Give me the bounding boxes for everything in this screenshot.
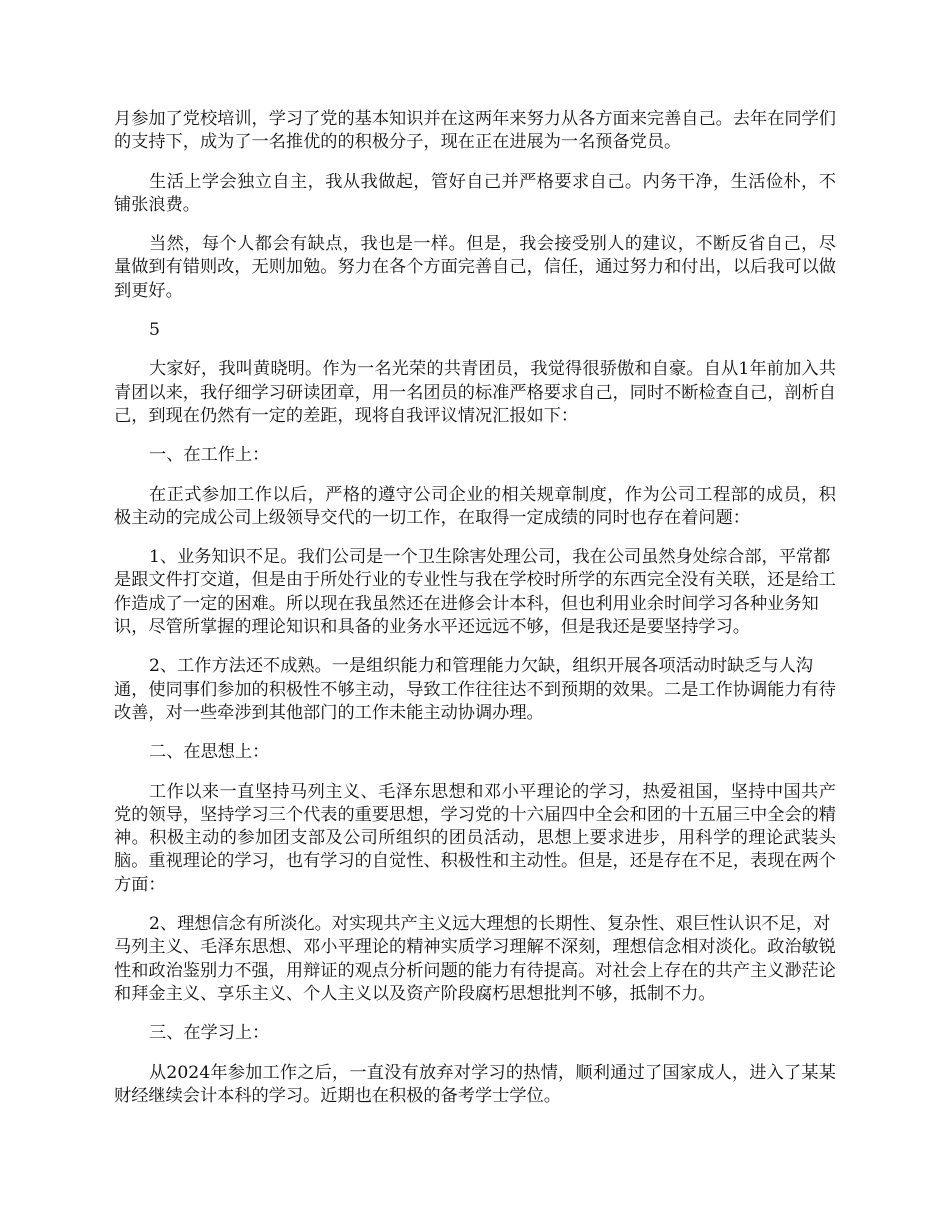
work-item-1: 1、业务知识不足。我们公司是一个卫生除害处理公司，我在公司虽然身处综合部，平常都是跟文件打交道，但是由于所处行业的专业性与我在学校时所学的东西完全没有关联，还是给工作造成了一定的困难。所以现在我虽然还在进修会计本科，但也利用业余时间学习各种业务知识，尽管所掌握的理论知识和具备的业务水平还远远不够，但是我还是要坚持学习。	[114, 547, 836, 638]
paragraph-14: 从2024年参加工作之后，一直没有放弃对学习的热情，顺利通过了国家成人，进入了某某财经继续会计本科的学习。近期也在积极的备考学士学位。	[114, 1062, 836, 1106]
heading-study: 三、在学习上：	[149, 1023, 270, 1044]
work-item-2: 2、工作方法还不成熟。一是组织能力和管理能力欠缺，组织开展各项活动时缺乏与人沟通，使同事们参加的积极性不够主动，导致工作往往达不到预期的效果。二是工作协调能力有待改善，对一些牵涉到其他部门的工作未能主动协调办理。	[114, 656, 836, 723]
paragraph-5: 大家好，我叫黄晓明。作为一名光荣的共青团员，我觉得很骄傲和自豪。自从1年前加入共青团以来，我仔细学习研读团章，用一名团员的标准严格要求自己，同时不断检查自己，剖析自己，到现在仍然有一定的差距，现将自我评议情况汇报如下：	[114, 359, 836, 426]
paragraph-7: 在正式参加工作以后，严格的遵守公司企业的相关规章制度，作为公司工程部的成员，积极主动的完成公司上级领导交代的一切工作，在取得一定成绩的同时也存在着问题：	[114, 484, 836, 528]
paragraph-3: 当然，每个人都会有缺点，我也是一样。但是，我会接受别人的建议，不断反省自己，尽量做到有错则改，无则加勉。努力在各个方面完善自己，信任，通过努力和付出，以后我可以做到更好。	[114, 234, 836, 301]
paragraph-1: 月参加了党校培训，学习了党的基本知识并在这两年来努力从各方面来完善自己。去年在同学们的支持下，成为了一名推优的的积极分子，现在正在进展为一名预备党员。	[114, 109, 836, 153]
paragraph-2: 生活上学会独立自主，我从我做起，管好自己并严格要求自己。内务干净，生活俭朴，不铺张浪费。	[114, 171, 836, 215]
heading-thought: 二、在思想上：	[149, 742, 270, 763]
section-number: 5	[149, 320, 160, 341]
thought-item-2: 2、理想信念有所淡化。对实现共产主义远大理想的长期性、复杂性、艰巨性认识不足，对马列主义、毛泽东思想、邓小平理论的精神实质学习理解不深刻，理想信念相对淡化。政治敏锐性和政治鉴别力不强，用辩证的观点分析问题的能力有待提高。对社会上存在的共产主义渺茫论和拜金主义、享乐主义、个人主义以及资产阶段腐朽思想批判不够，抵制不力。	[114, 914, 836, 1004]
heading-work: 一、在工作上：	[149, 445, 270, 466]
document-body	[114, 108, 836, 1108]
paragraph-11: 工作以来一直坚持马列主义、毛泽东思想和邓小平理论的学习，热爱祖国，坚持中国共产党的领导，坚持学习三个代表的重要思想，学习党的十六届四中全会和团的十五届三中全会的精神。积极主动的参加团支部及公司所组织的团员活动，思想上要求进步，用科学的理论武装头脑。重视理论的学习，也有学习的自觉性、积极性和主动性。但是，还是存在不足，表现在两个方面：	[114, 781, 836, 895]
